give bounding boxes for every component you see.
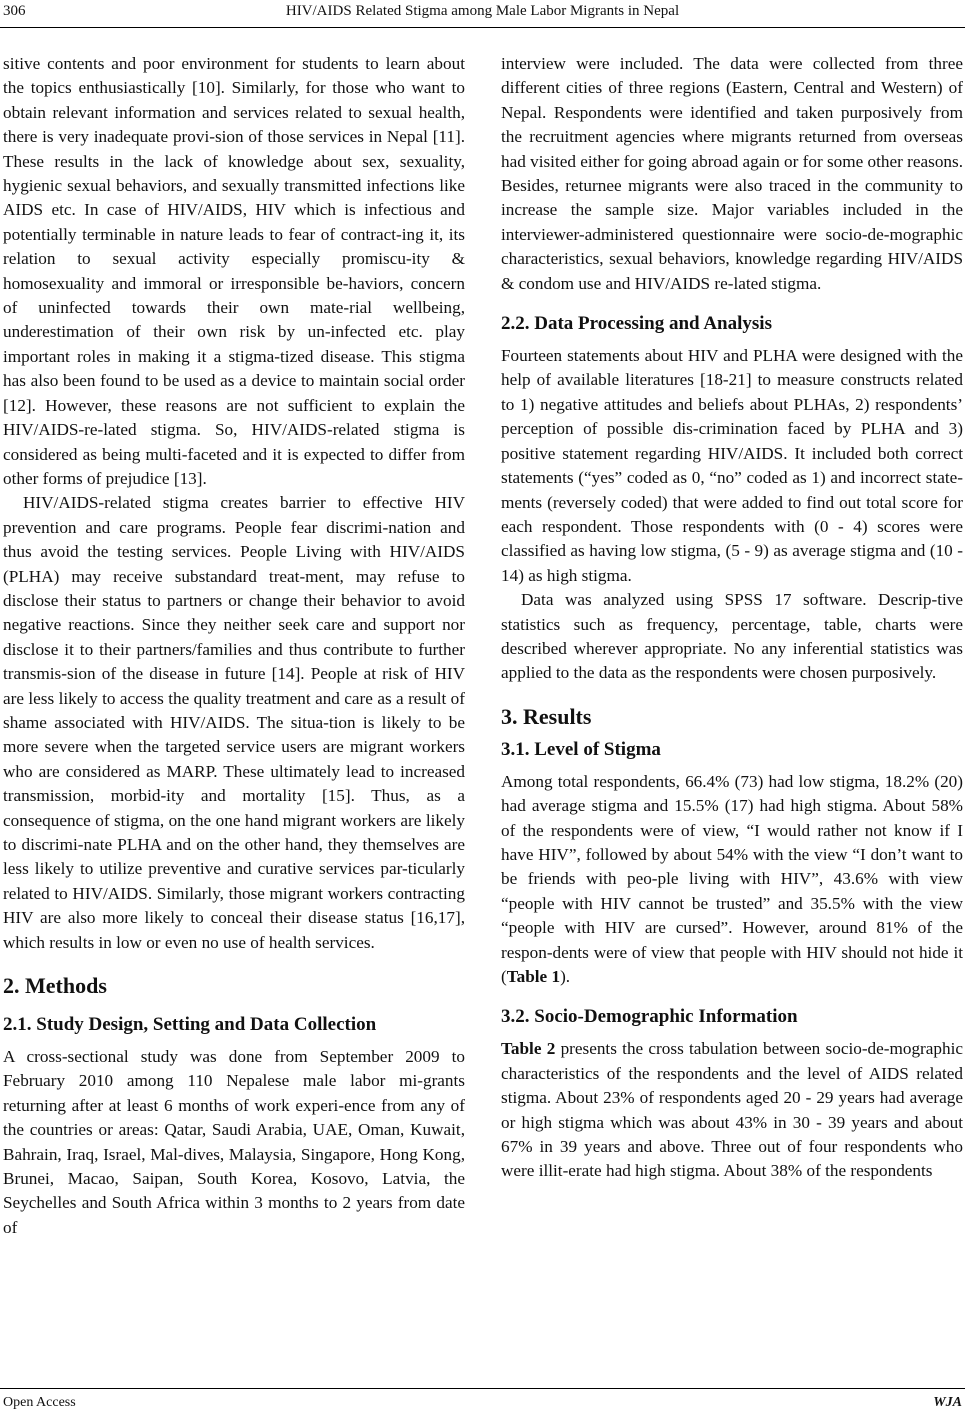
left-column — [3, 52, 465, 1240]
text-run: presents the cross tabulation between socio-de-mographic characteristics of the respondents and the level of AIDS related stigma. About 23% of respondents aged 20 - 29 years had average or high stigma which was about 43% in 30 - 39 years and about 67% in 39 years and above. Three out of four respondents who were illit-erate had high stigma. About 38% of the respondents — [501, 1039, 963, 1181]
page-number: 306 — [3, 3, 26, 19]
paragraph: Data was analyzed using SPSS 17 software. Descrip-tive statistics such as frequency, percentage, table, charts were described wherever appropriate. No any inferential statistics was applied to the data as the respondents were chosen purposively. — [501, 590, 963, 683]
text-run: Among total respondents, 66.4% (73) had low stigma, 18.2% (20) had average stigma and 15.5% (17) had high stigma. About 58% of the respondents were of view, “I would rather not know if I have HIV”, followed by about 54% with the view “I don’t want to be friends with peo-ple living with HIV”, 43.6% with view “people with HIV cannot be trusted” and 35.5% with the view “people with HIV are cursed”. However, around 81% of the respon-dents were of view that people with HIV should not hide it ( — [501, 771, 963, 986]
footer-open-access: Open Access — [3, 1395, 76, 1410]
footer-journal-abbrev: WJA — [933, 1395, 962, 1410]
section-heading-methods: 2. Methods — [3, 973, 107, 999]
paragraph — [501, 770, 963, 990]
subsection-heading-data-processing: 2.2. Data Processing and Analysis — [501, 313, 772, 335]
paragraph: interview were included. The data were collected from three different cities of three regions (Eastern, Central and Western) of Nepal. Respondents were identified and taken purposively from the recruitment agencies where migrants returned from overseas had visited either for going abroad again or for some other reasons. Besides, returnee migrants were also traced in the community to increase the sample size. Major variables included in the interviewer-administered questionnaire were socio-de-mographic characteristics, sexual behaviors, knowledge regarding HIV/AIDS & condom use and HIV/AIDS re-lated stigma. — [501, 54, 964, 293]
text-run: ). — [560, 967, 571, 986]
footer-rule — [0, 1388, 965, 1389]
subsection-heading-study-design: 2.1. Study Design, Setting and Data Collection — [3, 1014, 377, 1036]
paragraph: HIV/AIDS-related stigma creates barrier to effective HIV prevention and care programs. People fear discrimi-nation and thus avoid the testing services. People Living with HIV/AIDS (PLHA) may receive substandard treat-ment, may refuse to disclose their status to partners or change their behavior to avoid negative reactions. Since they neither seek care and support nor disclose it to their partners/families and thus contribute to further transmis-sion of the disease in future [14]. People at risk of HIV are less likely to access the quality treatment and care as a result of shame associated with HIV/AIDS. The situa-tion is likely to be more severe when the targeted service users are migrant workers who are considered as MARP. These ultimately lead to increased transmission, morbid-ity and mortality [15]. Thus, as a consequence of stigma, on the one hand migrant workers are likely to discrimi-nate PLHA and on the other hand, they themselves are less likely to utilize preventive and curative services par-ticularly related to HIV/AIDS. Similarly, those migrant workers contracting HIV are also more likely to conceal their disease status [16,17], which results in low or even no use of health services. — [3, 493, 465, 952]
header-rule — [0, 27, 965, 28]
paragraph: Fourteen statements about HIV and PLHA were designed with the help of available literatures [18-21] to measure constructs related to 1) negative attitudes and beliefs about PLHAs, 2) respondents’ perception of possible dis-crimination faced by PLHA and 3) positive statement regarding HIV/AIDS. It included both correct statements (“yes” coded as 0, “no” coded as 1) and incorrect state-ments (reversely coded) that were added to find out total score for each respondent. Those respondents with (0 - 4) scores were classified as having low stigma, (5 - 9) as average stigma and (10 - 14) as high stigma. — [501, 346, 963, 585]
page-header — [0, 0, 965, 26]
section-heading-results: 3. Results — [501, 703, 592, 729]
subsection-heading-socio-demographic: 3.2. Socio-Demographic Information — [501, 1006, 798, 1028]
paragraph: sitive contents and poor environment for students to learn about the topics enthusiastically [10]. Similarly, for those who want to obtain relevant information and services related to sexual health, there is very inadequate provi-sion of those services in Nepal [11]. These results in the lack of knowledge about sex, sexuality, hygienic sexual behaviors, and sexually transmitted infections like AIDS etc. In case of HIV/AIDS, HIV which is infectious and potentially terminable in nature leads to fear of contract-ing it, its relation to sexual activity especially promiscu-ity & homosexuality and immoral or irresponsible be-haviors, concern of uninfected towards their own mate-rial wellbeing, underestimation of their own risk by un-infected etc. play important roles in making it a stigma-tized disease. This stigma has also been found to be used as a device to maintain social order [12]. However, these reasons are not sufficient to explain the HIV/AIDS-re-lated stigma. So, HIV/AIDS-related stigma is considered as being multi-faceted and it is expected to differ from other forms of prejudice [13]. — [3, 54, 465, 488]
table-reference: Table 2 — [501, 1039, 556, 1059]
paragraph — [501, 1037, 963, 1183]
subsection-heading-level-of-stigma: 3.1. Level of Stigma — [501, 738, 661, 760]
running-title: HIV/AIDS Related Stigma among Male Labor Migrants in Nepal — [285, 3, 680, 19]
paragraph: A cross-sectional study was done from September 2009 to February 2010 among 110 Nepalese male labor mi-grants returning after at least 6 months of work experi-ence from any of the countries or areas: Qatar, Saudi Arabia, UAE, Oman, Kuwait, Bahrain, Iraq, Israel, Mal-dives, Malaysia, Singapore, Hong Kong, Brunei, Macao, Saipan, South Korea, Kosovo, Latvia, the Seychelles and South Africa within 3 months to 2 years from date of — [3, 1047, 465, 1237]
right-column — [501, 52, 963, 1184]
table-reference: Table 1 — [506, 967, 561, 986]
